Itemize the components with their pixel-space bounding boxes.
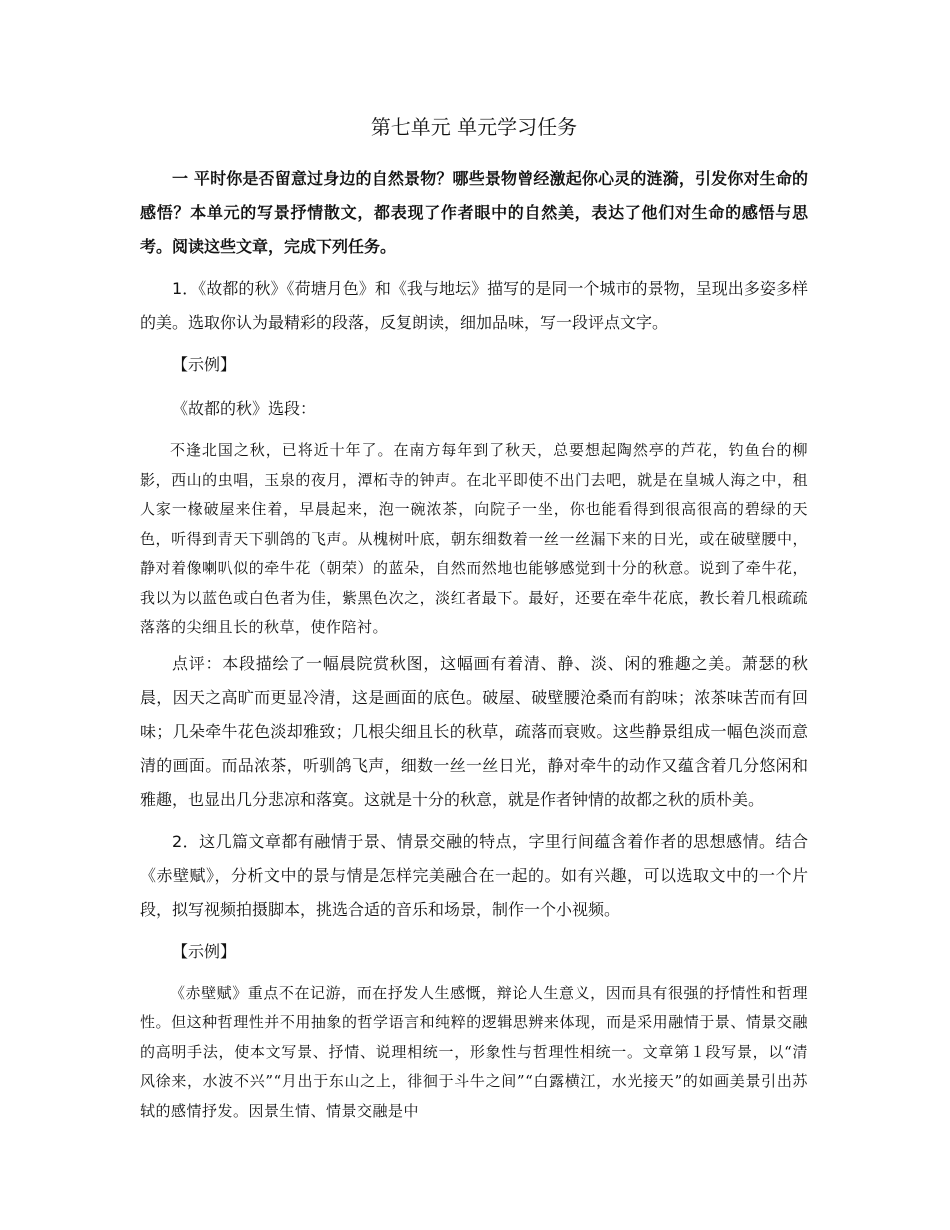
- document-page: [140, 112, 808, 1130]
- excerpt-label: 《故都的秋》选段：: [172, 399, 317, 418]
- example-2-text: 《赤壁赋》重点不在记游，而在抒发人生感慨，辩论人生意义，因而具有很强的抒情性和哲理性。但这种哲理性并不用抽象的哲学语言和纯粹的逻辑思辨来体现，而是采用融情于景、情景交融的高明手法，使本文写景、抒情、说理相统一，形象性与哲理性相统一。文章第１段写景，以“清风徐来，水波不兴”“月出于东山之上，徘徊于斗牛之间”“白露横江，水光接天”的如画美景引出苏轼的感情抒发。因景生情、情景交融是中: [140, 983, 808, 1120]
- task-1: 1．《故都的秋》《荷塘月色》和《我与地坛》描写的是同一个城市的景物，呈现出多姿多样的美。选取你认为最精彩的段落，反复朗读，细加品味，写一段评点文字。: [140, 279, 808, 332]
- excerpt-text: 不逢北国之秋，已将近十年了。在南方每年到了秋天，总要想起陶然亭的芦花，钓鱼台的柳影，西山的虫唱，玉泉的夜月，潭柘寺的钟声。在北平即使不出门去吧，就是在皇城人海之中，租人家一椽破屋来住着，早晨起来，泡一碗浓茶，向院子一坐，你也能看得到很高很高的碧绿的天色，听得到青天下驯鸽的飞声。从槐树叶底，朝东细数着一丝一丝漏下来的日光，或在破壁腰中，静对着像喇叭似的牵牛花（朝荣）的蓝朵，自然而然地也能够感觉到十分的秋意。说到了牵牛花，我以为以蓝色或白色者为佳，紫黑色次之，淡红者最下。最好，还要在牵牛花底，教长着几根疏疏落落的尖细且长的秋草，使作陪衬。: [140, 441, 808, 636]
- commentary: 点评：本段描绘了一幅晨院赏秋图，这幅画有着清、静、淡、闲的雅趣之美。萧瑟的秋晨，因天之高旷而更显冷清，这是画面的底色。破屋、破壁腰沧桑而有韵味；浓茶味苦而有回味；几朵牵牛花色淡却雅致；几根尖细且长的秋草，疏落而衰败。这些静景组成一幅色淡而意清的画面。而品浓茶，听驯鸽飞声，细数一丝一丝日光，静对牵牛的动作又蕴含着几分悠闲和雅趣，也显出几分悲凉和落寞。这就是十分的秋意，就是作者钟情的故都之秋的质朴美。: [140, 653, 808, 809]
- example-label-1: 【示例】: [172, 355, 237, 374]
- task-2: 2．这几篇文章都有融情于景、情景交融的特点，字里行间蕴含着作者的思想感情。结合《赤壁赋》，分析文中的景与情是怎样完美融合在一起的。如有兴趣，可以选取文中的一个片段，拟写视频拍摄脚本，挑选合适的音乐和场景，制作一个小视频。: [140, 831, 808, 919]
- section-intro: 一 平时你是否留意过身边的自然景物？哪些景物曾经激起你心灵的涟漪，引发你对生命的感悟？本单元的写景抒情散文，都表现了作者眼中的自然美，表达了他们对生命的感悟与思考。阅读这些文章，完成下列任务。: [140, 169, 808, 256]
- page-title: 第七单元 单元学习任务: [370, 115, 578, 139]
- example-label-2: 【示例】: [172, 941, 237, 961]
